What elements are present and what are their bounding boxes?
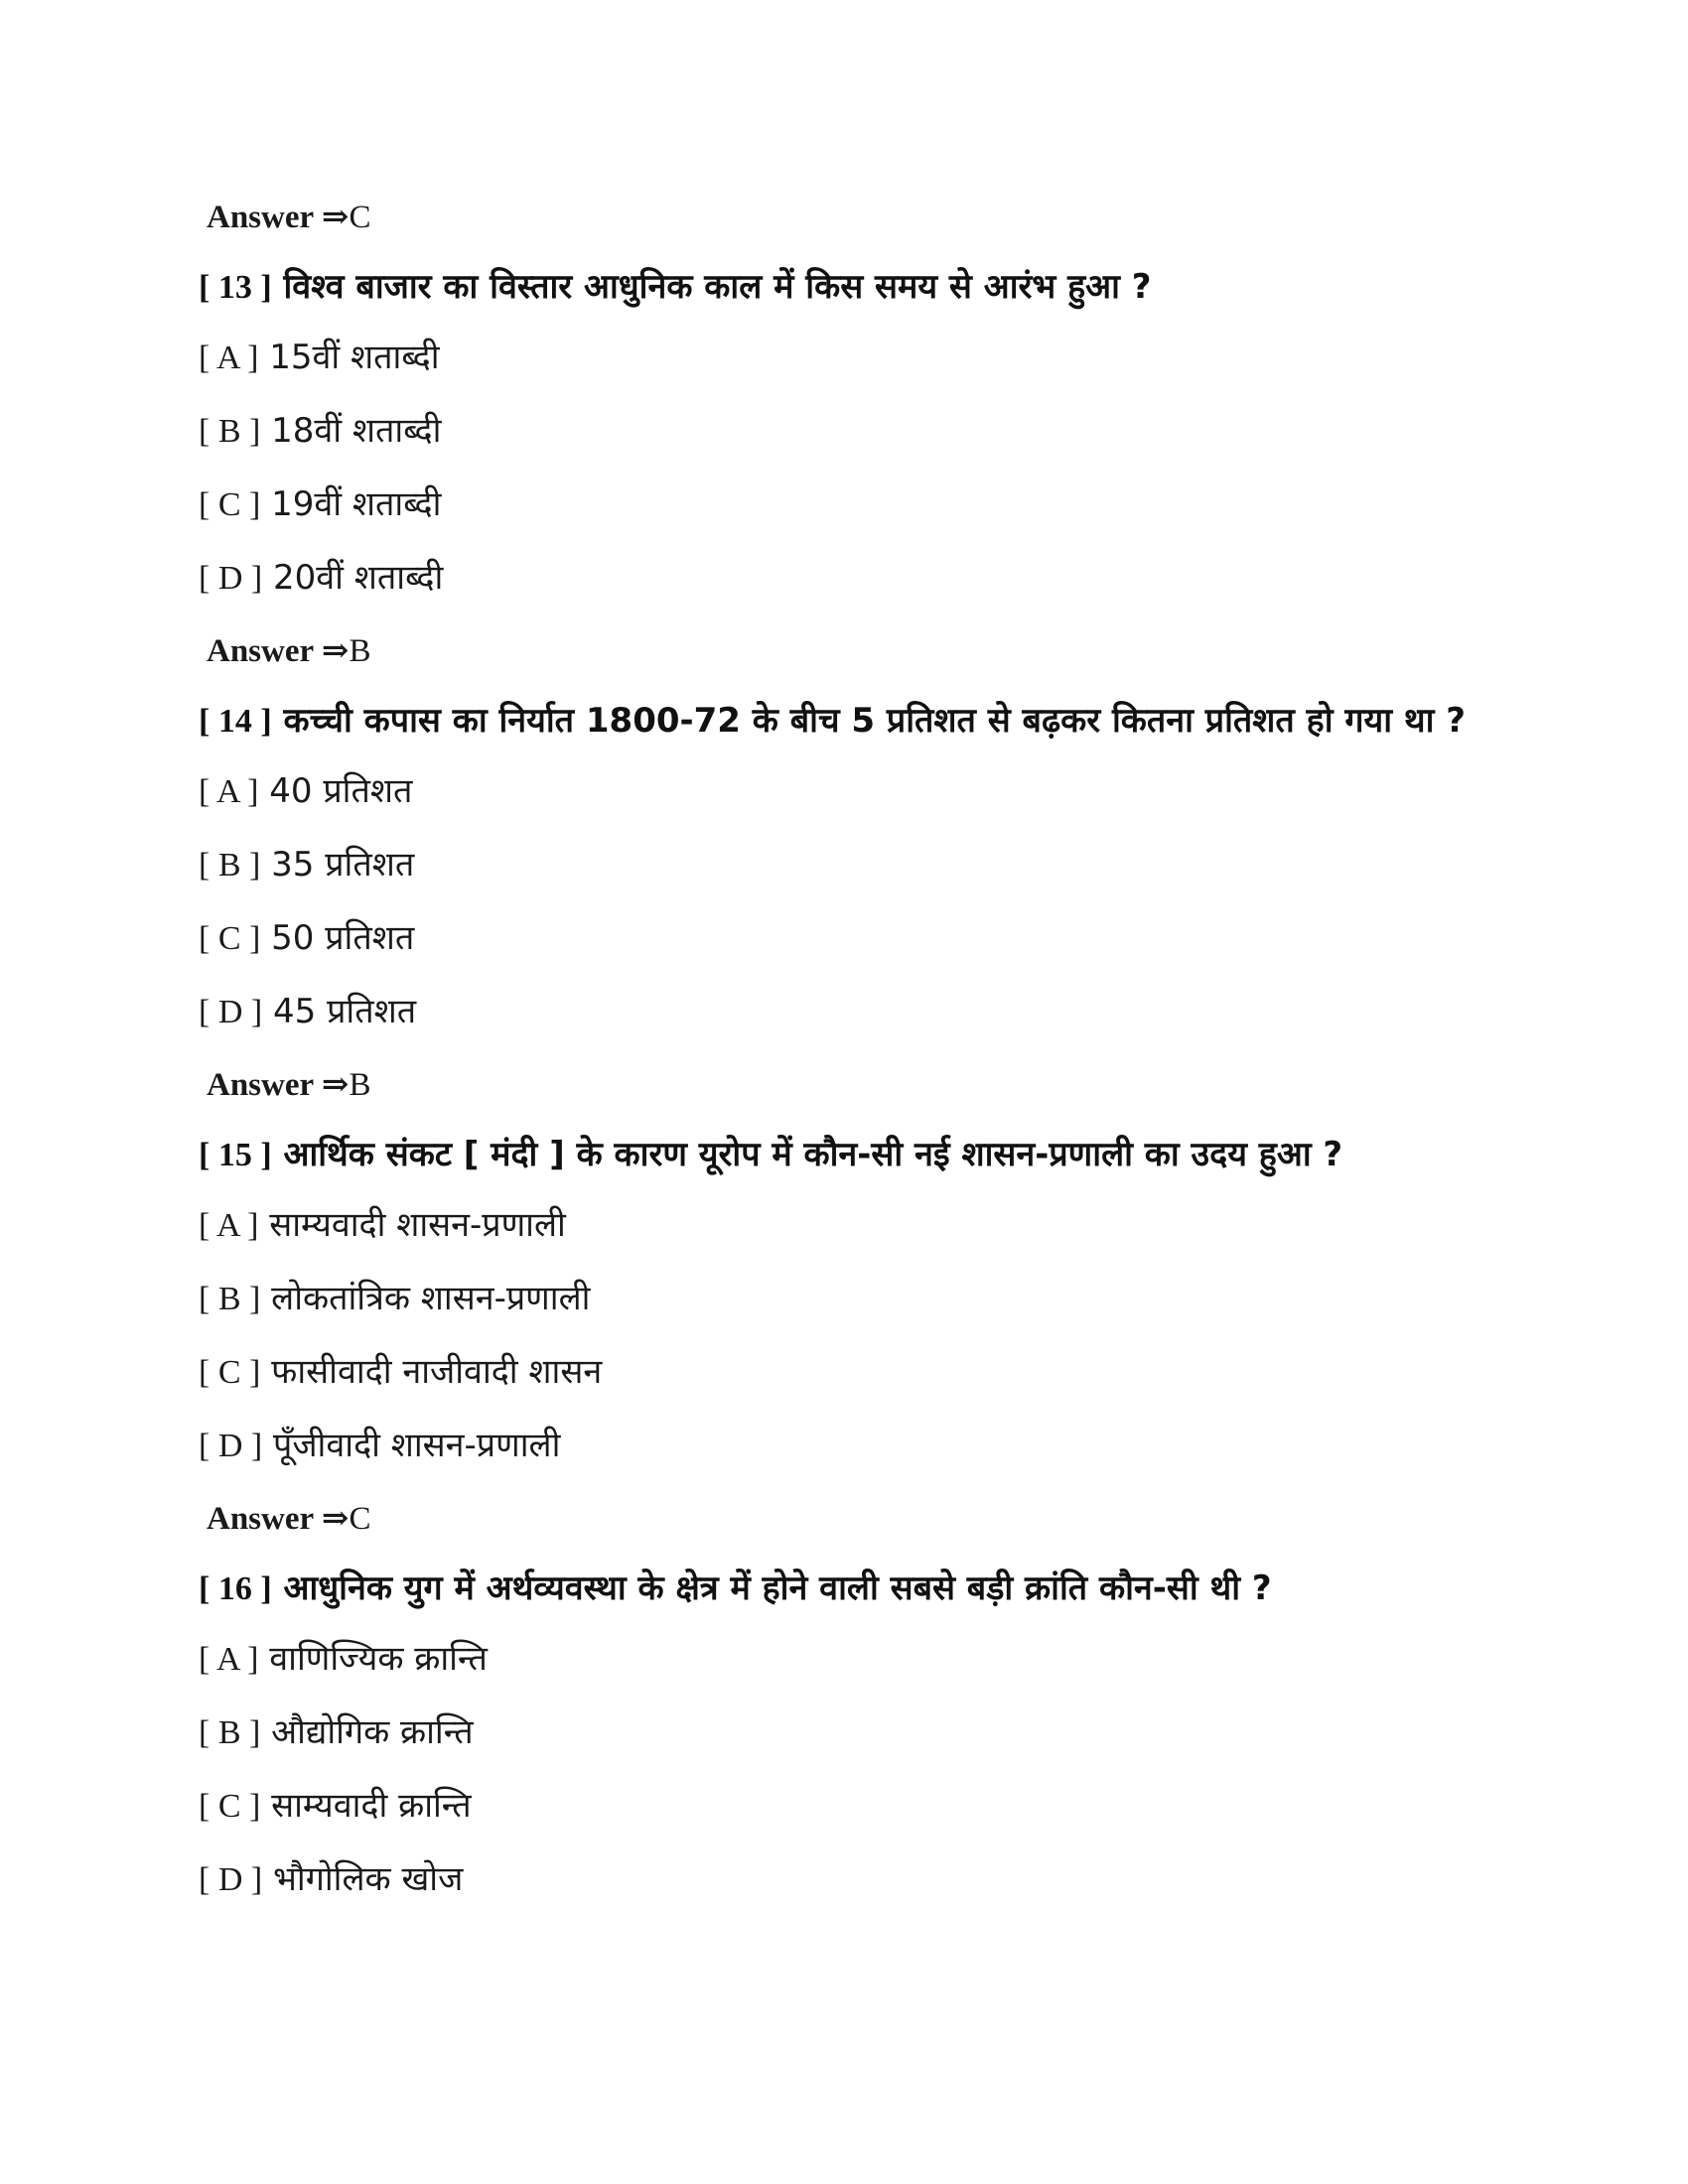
question-body: आधुनिक युग में अर्थव्यवस्था के क्षेत्र में होने वाली सबसे बड़ी क्रांति कौन-सी थी ? <box>283 1569 1272 1608</box>
option-label: [ D ] <box>199 994 263 1030</box>
option-text: 18वीं शताब्दी <box>271 411 442 451</box>
answer-arrow-icon: ⇒ <box>321 633 350 669</box>
option-text: साम्यवादी शासन-प्रणाली <box>269 1205 566 1245</box>
option-text: 40 प्रतिशत <box>269 771 413 811</box>
option-item <box>199 1423 1509 1469</box>
option-item <box>199 408 1509 455</box>
option-item <box>199 1276 1509 1322</box>
answer-line <box>207 195 1509 240</box>
option-item <box>199 989 1509 1035</box>
answer-label: Answer <box>207 633 314 669</box>
option-label: [ B ] <box>199 1281 261 1317</box>
answer-line <box>207 1062 1509 1108</box>
option-label: [ B ] <box>199 413 261 450</box>
answer-arrow-icon: ⇒ <box>321 1501 350 1537</box>
question-number: [ 13 ] <box>199 269 272 306</box>
option-label: [ B ] <box>199 1714 261 1751</box>
answer-label: Answer <box>207 1501 314 1537</box>
question-body: आर्थिक संकट [ मंदी ] के कारण यूरोप में कौन-सी नई शासन-प्रणाली का उदय हुआ ? <box>283 1135 1343 1174</box>
answer-value: B <box>349 1067 371 1103</box>
option-item <box>199 1709 1509 1756</box>
option-label: [ C ] <box>199 486 261 523</box>
option-label: [ A ] <box>199 1207 259 1244</box>
option-text: साम्यवादी क्रान्ति <box>271 1786 472 1826</box>
answer-line <box>207 1496 1509 1542</box>
option-label: [ A ] <box>199 1641 259 1678</box>
answer-value: B <box>349 633 371 669</box>
question-number: [ 14 ] <box>199 703 272 740</box>
option-item <box>199 1783 1509 1830</box>
answer-arrow-icon: ⇒ <box>321 1067 350 1103</box>
option-item <box>199 1202 1509 1249</box>
option-label: [ D ] <box>199 1428 263 1464</box>
option-label: [ C ] <box>199 920 261 957</box>
option-text: 19वीं शताब्दी <box>271 484 442 524</box>
document-page <box>199 195 1509 1930</box>
option-item <box>199 1349 1509 1396</box>
question-text <box>199 262 1509 313</box>
option-item <box>199 915 1509 962</box>
option-item <box>199 1636 1509 1683</box>
option-text: 15वीं शताब्दी <box>269 338 440 377</box>
option-label: [ A ] <box>199 340 259 376</box>
question-number: [ 16 ] <box>199 1570 272 1607</box>
question-text <box>199 1564 1509 1614</box>
option-text: भौगोलिक खोज <box>273 1859 464 1899</box>
question-body: विश्व बाजार का विस्तार आधुनिक काल में किस समय से आरंभ हुआ ? <box>283 267 1152 307</box>
option-item <box>199 842 1509 888</box>
option-text: फासीवादी नाजीवादी शासन <box>271 1352 603 1392</box>
option-text: 50 प्रतिशत <box>271 918 415 958</box>
answer-value: C <box>349 1501 371 1537</box>
option-item <box>199 335 1509 381</box>
question-body: कच्ची कपास का निर्यात 1800-72 के बीच 5 प्रतिशत से बढ़कर कितना प्रतिशत हो गया था ? <box>283 701 1466 741</box>
option-text: पूँजीवादी शासन-प्रणाली <box>273 1426 561 1465</box>
option-label: [ C ] <box>199 1354 261 1391</box>
option-text: 35 प्रतिशत <box>271 845 415 885</box>
option-item <box>199 1856 1509 1903</box>
option-text: वाणिज्यिक क्रान्ति <box>269 1639 488 1679</box>
answer-label: Answer <box>207 1067 314 1103</box>
answer-value: C <box>349 200 371 235</box>
option-item <box>199 481 1509 528</box>
option-label: [ D ] <box>199 1861 263 1898</box>
option-label: [ B ] <box>199 847 261 884</box>
question-text <box>199 696 1509 747</box>
answer-label: Answer <box>207 200 314 235</box>
option-text: 45 प्रतिशत <box>273 992 417 1031</box>
question-number: [ 15 ] <box>199 1137 272 1173</box>
option-item <box>199 555 1509 602</box>
option-text: औद्योगिक क्रान्ति <box>271 1712 474 1752</box>
option-label: [ D ] <box>199 560 263 597</box>
option-text: 20वीं शताब्दी <box>273 558 444 598</box>
answer-line <box>207 628 1509 674</box>
option-text: लोकतांत्रिक शासन-प्रणाली <box>271 1279 591 1318</box>
question-text <box>199 1130 1509 1180</box>
option-item <box>199 768 1509 815</box>
option-label: [ C ] <box>199 1788 261 1825</box>
option-label: [ A ] <box>199 773 259 810</box>
answer-arrow-icon: ⇒ <box>321 200 350 235</box>
